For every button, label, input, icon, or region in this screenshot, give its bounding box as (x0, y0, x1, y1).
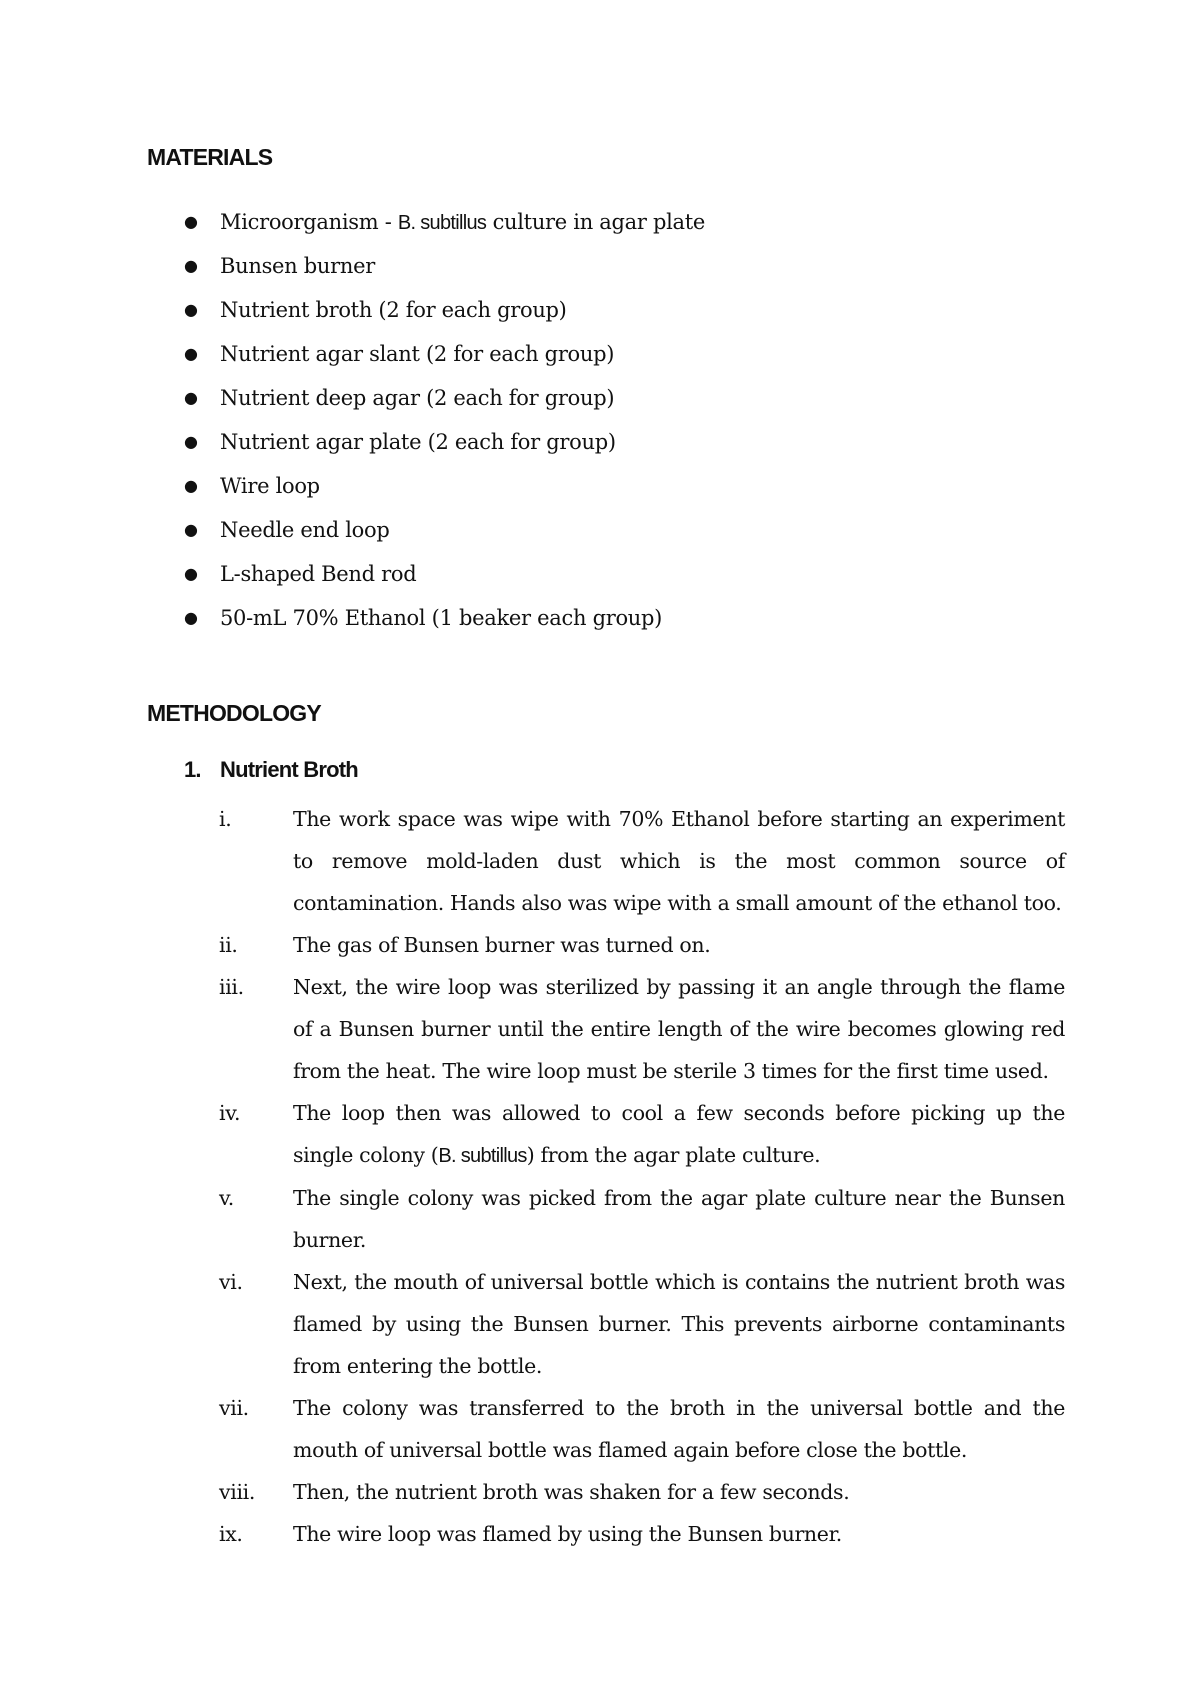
material-text: Bunsen burner (220, 254, 375, 278)
material-text: Wire loop (220, 474, 320, 498)
material-text: Nutrient agar plate (2 each for group) (220, 430, 616, 454)
bullet-icon: ● (184, 388, 198, 407)
material-text (220, 200, 705, 245)
step-number: vi. (219, 1270, 243, 1294)
step-number: iv. (219, 1101, 241, 1125)
step-number: iii. (219, 975, 244, 999)
list-item (219, 966, 1065, 1092)
bullet-icon: ● (184, 344, 198, 363)
section-heading (184, 757, 358, 783)
materials-heading: MATERIALS (147, 144, 273, 170)
bullet-icon: ● (184, 432, 198, 451)
bullet-icon: ● (184, 300, 198, 319)
step-text: The work space was wipe with 70% Ethanol before starting an experiment to remove mold-laden dust which is the most common source of contamination. Hands also was wipe with a small amount of the ethanol too. (293, 807, 1065, 915)
bullet-icon: ● (184, 520, 198, 539)
step-text (293, 1092, 1065, 1177)
list-item (219, 1387, 1065, 1471)
bullet-icon: ● (184, 476, 198, 495)
organism-name: B. subtillus (438, 1145, 527, 1167)
section-title: Nutrient Broth (220, 757, 358, 782)
step-number: i. (219, 807, 232, 831)
list-item (219, 924, 1065, 966)
step-text: Then, the nutrient broth was shaken for a few seconds. (293, 1480, 850, 1504)
step-text: The wire loop was flamed by using the Bunsen burner. (293, 1522, 842, 1546)
list-item (219, 1177, 1065, 1261)
bullet-icon: ● (184, 608, 198, 627)
material-text: Needle end loop (220, 518, 390, 542)
steps-list (219, 798, 1065, 1555)
step-text: Next, the wire loop was sterilized by passing it an angle through the flame of a Bunsen burner until the entire length of the wire becomes glowing red from the heat. The wire loop must be sterile 3 times for the first time used. (293, 975, 1065, 1083)
material-text: Nutrient broth (2 for each group) (220, 298, 567, 322)
methodology-heading: METHODOLOGY (147, 700, 321, 726)
step-number: vii. (219, 1396, 249, 1420)
list-item (219, 1471, 1065, 1513)
step-text: The single colony was picked from the agar plate culture near the Bunsen burner. (293, 1186, 1065, 1252)
material-text: Nutrient agar slant (2 for each group) (220, 342, 615, 366)
step-text: The gas of Bunsen burner was turned on. (293, 933, 711, 957)
list-item (219, 1261, 1065, 1387)
bullet-icon: ● (184, 212, 198, 231)
step-number: viii. (219, 1480, 256, 1504)
step-number: v. (219, 1186, 234, 1210)
organism-name: B. subtillus (397, 212, 487, 234)
step-text: The colony was transferred to the broth in the universal bottle and the mouth of universal bottle was flamed again before close the bottle. (293, 1396, 1065, 1462)
list-item (219, 798, 1065, 924)
bullet-icon: ● (184, 564, 198, 583)
text-run: culture in agar plate (486, 210, 706, 234)
step-number: ix. (219, 1522, 243, 1546)
material-text: Nutrient deep agar (2 each for group) (220, 386, 615, 410)
material-text: 50-mL 70% Ethanol (1 beaker each group) (220, 606, 663, 630)
material-text: L-shaped Bend rod (220, 562, 417, 586)
list-item (219, 1092, 1065, 1177)
text-run: Microorganism - (220, 210, 398, 234)
section-number: 1. (184, 757, 201, 782)
step-text: Next, the mouth of universal bottle which is contains the nutrient broth was flamed by using the Bunsen burner. This prevents airborne contaminants from entering the bottle. (293, 1270, 1065, 1378)
bullet-icon: ● (184, 256, 198, 275)
text-run: The loop then was allowed to cool a few seconds before picking up the single colony ( (293, 1101, 1065, 1167)
list-item (219, 1513, 1065, 1555)
text-run: ) from the agar plate culture. (526, 1143, 821, 1167)
step-number: ii. (219, 933, 238, 957)
